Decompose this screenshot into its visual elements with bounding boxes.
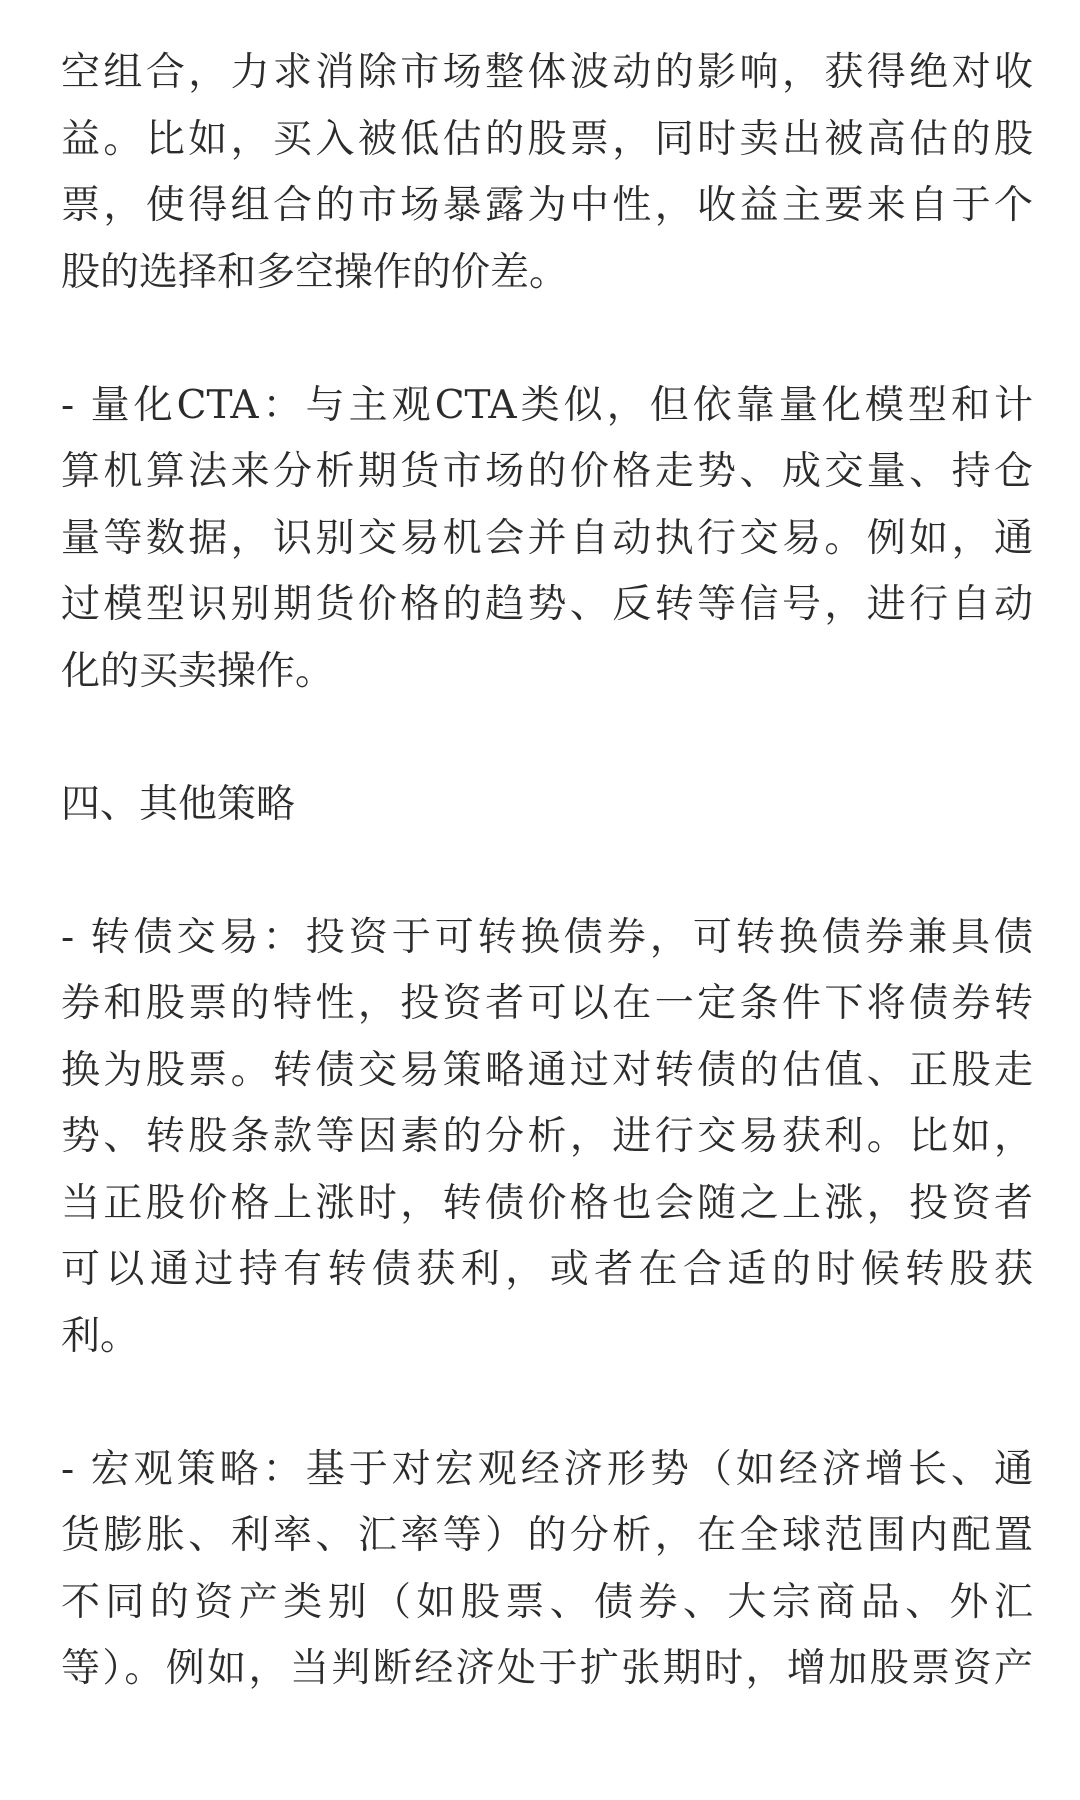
text-line: 益。比如，买入被低估的股票，同时卖出被高估的股 (61, 116, 1033, 162)
text-line: 当正股价格上涨时，转债价格也会随之上涨，投资者 (61, 1180, 1033, 1226)
text-line: 势、转股条款等因素的分析，进行交易获利。比如， (61, 1114, 1033, 1159)
text-line: 换为股票。转债交易策略通过对转债的估值、正股走 (61, 1047, 1033, 1093)
text-line: 不同的资产类别（如股票、债券、大宗商品、外汇 (61, 1579, 1033, 1625)
text-line: 化的买卖操作。 (61, 648, 335, 694)
text-line: 量等数据，识别交易机会并自动执行交易。例如，通 (61, 515, 1033, 561)
text-line: 券和股票的特性，投资者可以在一定条件下将债券转 (61, 981, 1033, 1026)
text-line: 等）。例如，当判断经济处于扩张期时，增加股票资产 (61, 1646, 1033, 1691)
text-line: 利。 (61, 1313, 140, 1359)
paragraph-quant-cta (61, 373, 1033, 706)
paragraph-spacer (61, 705, 1033, 772)
text-line: - 转债交易：投资于可转换债券，可转换债券兼具债 (61, 914, 1033, 960)
text-line: 票，使得组合的市场暴露为中性，收益主要来自于个 (61, 183, 1033, 228)
paragraph-spacer (61, 838, 1033, 905)
paragraph-spacer (61, 306, 1033, 373)
text-line: 货膨胀、利率、汇率等）的分析，在全球范围内配置 (61, 1513, 1033, 1558)
paragraph-macro-strategy (61, 1437, 1033, 1703)
text-line: 过模型识别期货价格的趋势、反转等信号，进行自动 (61, 582, 1033, 627)
article-body (61, 40, 1033, 1703)
paragraph-convertible-bond (61, 905, 1033, 1371)
text-line: - 宏观策略：基于对宏观经济形势（如经济增长、通 (61, 1446, 1033, 1492)
text-line: 算机算法来分析期货市场的价格走势、成交量、持仓 (61, 449, 1033, 494)
text-line: 空组合，力求消除市场整体波动的影响，获得绝对收 (61, 50, 1033, 95)
text-line: 可以通过持有转债获利，或者在合适的时候转股获 (61, 1247, 1033, 1292)
paragraph-spacer (61, 1370, 1033, 1437)
paragraph-market-neutral (61, 40, 1033, 306)
text-line: - 量化CTA：与主观CTA类似，但依靠量化模型和计 (61, 382, 1033, 428)
text-line: 股的选择和多空操作的价差。 (61, 249, 569, 295)
section-heading: 四、其他策略 (61, 781, 296, 827)
